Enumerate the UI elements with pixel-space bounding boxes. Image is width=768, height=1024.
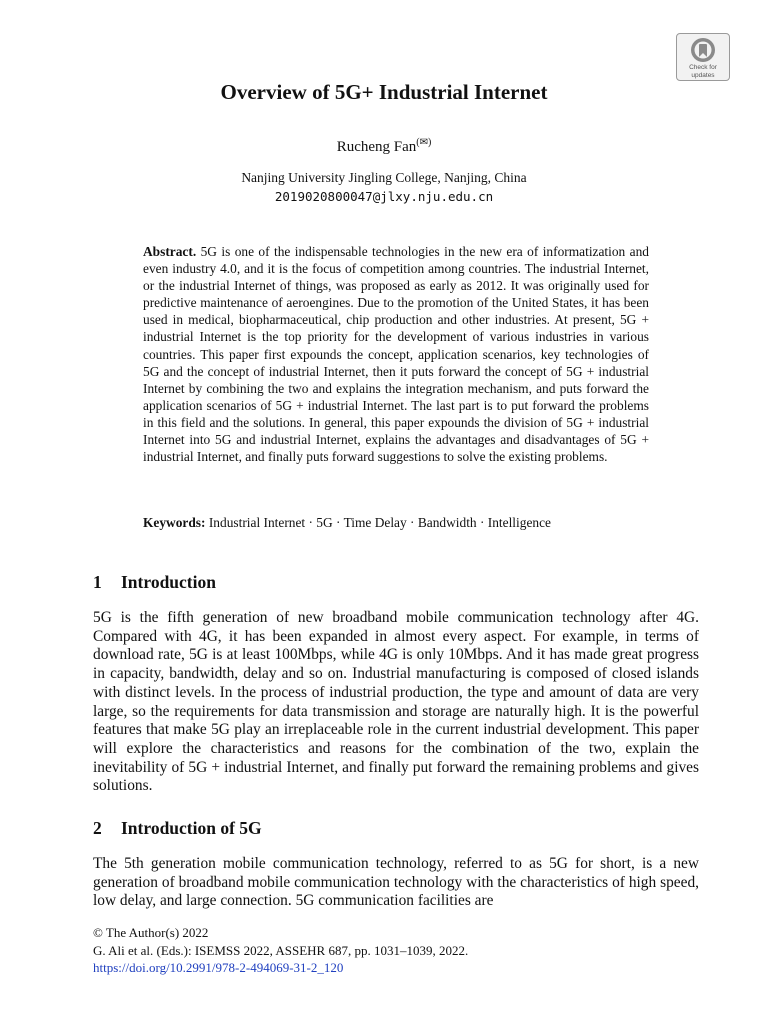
keywords (143, 515, 649, 531)
author-email[interactable]: 2019020800047@jlxy.nju.edu.cn (274, 189, 494, 204)
section-number: 1 (93, 572, 102, 592)
section-heading-introduction (93, 572, 216, 593)
author-line (0, 137, 768, 156)
check-for-updates-badge[interactable] (676, 33, 730, 81)
abstract (143, 243, 649, 465)
keywords-label: Keywords: (143, 515, 206, 530)
paper-title: Overview of 5G+ Industrial Internet (220, 80, 548, 104)
affiliation: Nanjing University Jingling College, Nanjing, China (241, 170, 527, 185)
citation-line: G. Ali et al. (Eds.): ISEMSS 2022, ASSEHR 687, pp. 1031–1039, 2022. (93, 942, 469, 958)
corresponding-author-mark[interactable]: (✉) (416, 137, 432, 148)
check-for-updates-icon (690, 37, 716, 63)
footer (93, 924, 468, 977)
badge-label-line2: updates (691, 72, 715, 79)
author-name: Rucheng Fan (336, 139, 417, 155)
abstract-text: 5G is one of the indispensable technologies in the new era of informatization and even industry 4.0, and it is the focus of competition among countries. The industrial Internet, or the industrial Internet of things, was proposed as early as 2012. It was originally used for predictive maintenance of aeroengines. Due to the promotion of the United States, it has been used in medical, biopharmaceutical, chip production and other industries. At present, 5G + industrial Internet is the top priority for the development of various industries in various countries. This paper first expounds the concept, application scenarios, key technologies of 5G and the concept of industrial Internet, then it puts forward the concept of 5G + industrial Internet by combining the two and explains the integration mechanism, and puts forward the application scenarios of 5G + industrial Internet. The last part is to put forward the problems in this field and the solutions. In general, this paper expounds the division of 5G + industrial Internet into 5G and industrial Internet, explains the advantages and disadvantages of 5G + industrial Internet, and finally puts forward suggestions to solve the existing problems. (143, 244, 649, 465)
section-title: Introduction of 5G (121, 818, 262, 838)
section-number: 2 (93, 818, 102, 838)
section-heading-introduction-of-5g (93, 818, 262, 839)
abstract-label: Abstract. (143, 244, 197, 259)
badge-label-line1: Check for (689, 64, 717, 71)
doi-link[interactable]: https://doi.org/10.2991/978-2-494069-31-2_120 (93, 960, 344, 975)
section-title: Introduction (121, 572, 216, 592)
keywords-text: Industrial Internet · 5G · Time Delay · Bandwidth · Intelligence (208, 515, 551, 530)
section-body-introduction: 5G is the fifth generation of new broadband mobile communication technology after 4G. Compared with 4G, it has been expanded in almost every aspect. For example, in terms of download rate, 5G is at least 100Mbps, while 4G is only 10Mbps. And it has made great progress in capacity, bandwidth, delay and so on. Industrial manufacturing is composed of closed islands with distinct levels. In the process of industrial production, the type and amount of data are very large, so the requirements for data transmission and storage are naturally high. It is the powerful features that make 5G play an irreplaceable role in the current industrial development. This paper will explore the characteristics and reasons for the combination of the two, explain the inevitability of 5G + industrial Internet, and finally put forward the remaining problems and gives solutions. (93, 609, 699, 795)
copyright-line: © The Author(s) 2022 (93, 925, 209, 940)
section-body-introduction-of-5g: The 5th generation mobile communication technology, referred to as 5G for short, is a new generation of broadband mobile communication technology with the characteristics of high speed, low delay, and large connection. 5G communication facilities are (93, 855, 699, 910)
